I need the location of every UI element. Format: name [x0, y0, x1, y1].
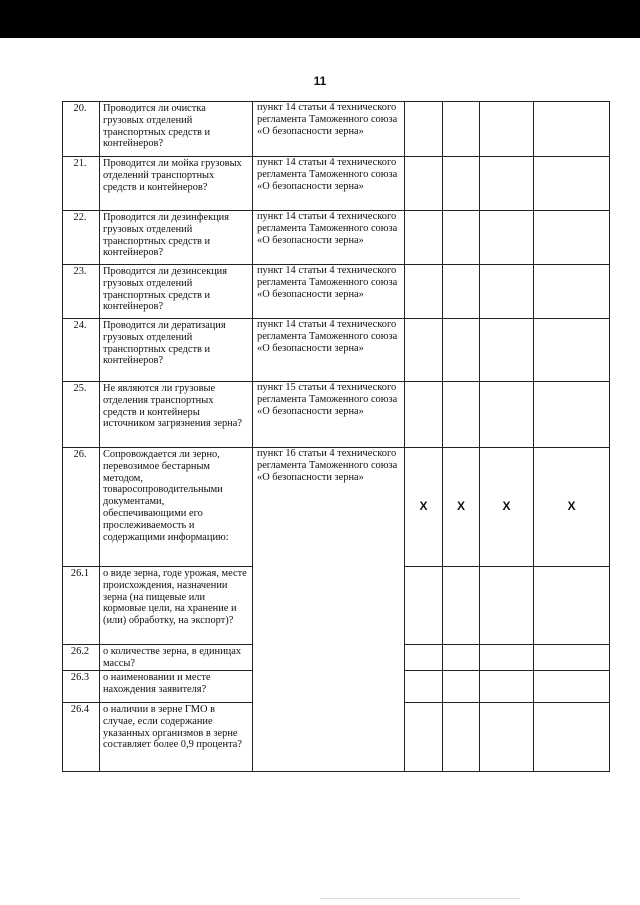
note-cell[interactable]	[534, 703, 610, 772]
legal-reference: пункт 15 статьи 4 технического регламента Таможенного союза «О безопасности зерна»	[253, 382, 405, 448]
note-cell[interactable]	[534, 102, 610, 157]
answer-no-cell[interactable]	[443, 645, 480, 671]
row-number: 22.	[63, 211, 100, 265]
requirement-question: Проводится ли дезинсекция грузовых отделений транспортных средств и контейнеров?	[100, 265, 253, 319]
requirement-question: Проводится ли очистка грузовых отделений транспортных средств и контейнеров?	[100, 102, 253, 157]
answer-no-cell[interactable]	[443, 211, 480, 265]
requirement-question: о наличии в зерне ГМО в случае, если содержание указанных организмов в зерне составляет более 0,9 процента?	[100, 703, 253, 772]
legal-reference: пункт 14 статьи 4 технического регламента Таможенного союза «О безопасности зерна»	[253, 211, 405, 265]
requirement-question: Проводится ли дератизация грузовых отделений транспортных средств и контейнеров?	[100, 319, 253, 382]
row-number: 20.	[63, 102, 100, 157]
scan-top-border	[0, 0, 640, 38]
answer-no-cell[interactable]	[443, 265, 480, 319]
table-row	[63, 157, 610, 211]
row-number: 24.	[63, 319, 100, 382]
answer-no-cell[interactable]	[443, 319, 480, 382]
answer-na-cell[interactable]	[480, 703, 534, 772]
note-cell[interactable]	[534, 265, 610, 319]
page-number: 11	[313, 74, 327, 88]
table-row	[63, 265, 610, 319]
requirement-question: о количестве зерна, в единицах массы?	[100, 645, 253, 671]
not-applicable-mark: X	[443, 448, 480, 567]
not-applicable-mark: X	[405, 448, 443, 567]
answer-yes-cell[interactable]	[405, 319, 443, 382]
scan-bottom-line	[320, 898, 520, 899]
table-row	[63, 448, 610, 567]
answer-no-cell[interactable]	[443, 382, 480, 448]
answer-yes-cell[interactable]	[405, 671, 443, 703]
answer-na-cell[interactable]	[480, 102, 534, 157]
row-number: 26.2	[63, 645, 100, 671]
answer-no-cell[interactable]	[443, 567, 480, 645]
answer-na-cell[interactable]	[480, 211, 534, 265]
answer-na-cell[interactable]	[480, 157, 534, 211]
legal-reference: пункт 14 статьи 4 технического регламента Таможенного союза «О безопасности зерна»	[253, 157, 405, 211]
answer-na-cell[interactable]	[480, 567, 534, 645]
row-number: 25.	[63, 382, 100, 448]
legal-reference: пункт 16 статьи 4 технического регламента Таможенного союза «О безопасности зерна»	[253, 448, 405, 772]
answer-na-cell[interactable]	[480, 645, 534, 671]
answer-yes-cell[interactable]	[405, 265, 443, 319]
row-number: 26.4	[63, 703, 100, 772]
note-cell[interactable]	[534, 211, 610, 265]
requirement-question: Не являются ли грузовые отделения транспортных средств и контейнеры источником загрязнения зерна?	[100, 382, 253, 448]
answer-no-cell[interactable]	[443, 157, 480, 211]
requirement-question: о наименовании и месте нахождения заявителя?	[100, 671, 253, 703]
answer-yes-cell[interactable]	[405, 102, 443, 157]
answer-yes-cell[interactable]	[405, 211, 443, 265]
row-number: 26.1	[63, 567, 100, 645]
table-row	[63, 211, 610, 265]
answer-yes-cell[interactable]	[405, 645, 443, 671]
note-cell[interactable]	[534, 157, 610, 211]
answer-no-cell[interactable]	[443, 102, 480, 157]
answer-na-cell[interactable]	[480, 382, 534, 448]
table-row	[63, 102, 610, 157]
table-row	[63, 382, 610, 448]
note-cell[interactable]	[534, 567, 610, 645]
requirement-question: Сопровождается ли зерно, перевозимое бестарным методом, товаросопроводительными документами, обеспечивающими его прослеживаемость и содержащими информацию:	[100, 448, 253, 567]
row-number: 23.	[63, 265, 100, 319]
checklist-table	[62, 101, 610, 772]
answer-no-cell[interactable]	[443, 671, 480, 703]
answer-no-cell[interactable]	[443, 703, 480, 772]
requirement-question: о виде зерна, годе урожая, месте происхождения, назначении зерна (на пищевые или кормовые цели, на хранение и (или) обработку, на экспорт)?	[100, 567, 253, 645]
row-number: 26.	[63, 448, 100, 567]
note-cell[interactable]	[534, 382, 610, 448]
answer-na-cell[interactable]	[480, 319, 534, 382]
not-applicable-mark: X	[480, 448, 534, 567]
note-cell[interactable]	[534, 645, 610, 671]
answer-yes-cell[interactable]	[405, 567, 443, 645]
note-cell[interactable]	[534, 319, 610, 382]
requirement-question: Проводится ли мойка грузовых отделений транспортных средств и контейнеров?	[100, 157, 253, 211]
legal-reference: пункт 14 статьи 4 технического регламента Таможенного союза «О безопасности зерна»	[253, 319, 405, 382]
row-number: 26.3	[63, 671, 100, 703]
requirement-question: Проводится ли дезинфекция грузовых отделений транспортных средств и контейнеров?	[100, 211, 253, 265]
legal-reference: пункт 14 статьи 4 технического регламента Таможенного союза «О безопасности зерна»	[253, 265, 405, 319]
answer-yes-cell[interactable]	[405, 382, 443, 448]
answer-yes-cell[interactable]	[405, 703, 443, 772]
answer-yes-cell[interactable]	[405, 157, 443, 211]
not-applicable-mark: X	[534, 448, 610, 567]
table-row	[63, 319, 610, 382]
answer-na-cell[interactable]	[480, 265, 534, 319]
note-cell[interactable]	[534, 671, 610, 703]
answer-na-cell[interactable]	[480, 671, 534, 703]
row-number: 21.	[63, 157, 100, 211]
legal-reference: пункт 14 статьи 4 технического регламента Таможенного союза «О безопасности зерна»	[253, 102, 405, 157]
